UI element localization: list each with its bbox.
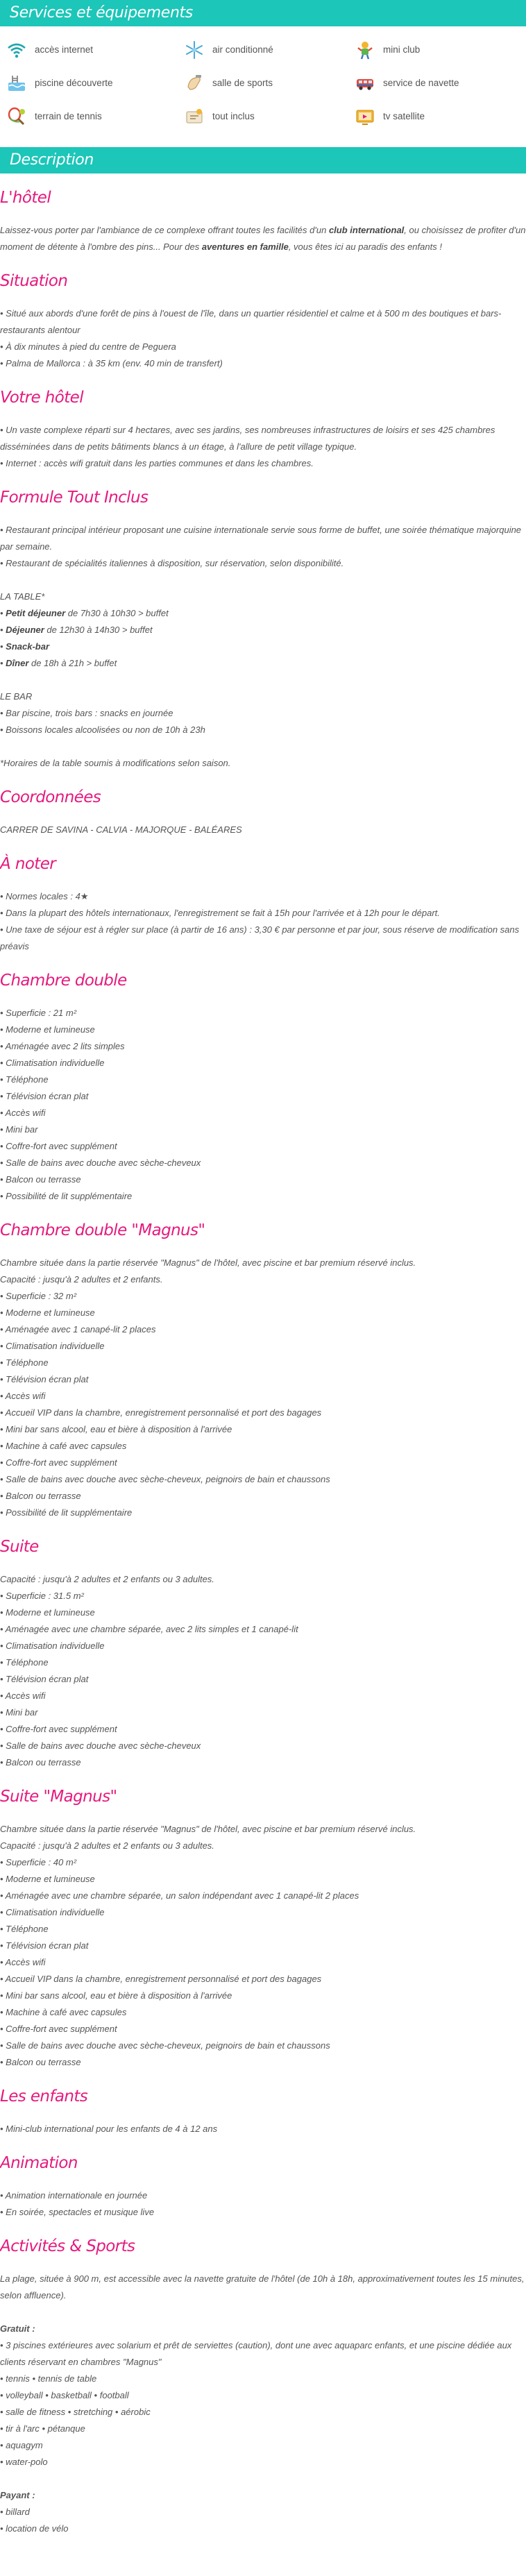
list-item: • Téléphone xyxy=(0,1074,49,1085)
list-item: • Mini bar sans alcool, eau et bière à disposition à l'arrivée xyxy=(0,1424,232,1434)
amenity-item xyxy=(6,69,183,97)
list-item: • Moderne et lumineuse xyxy=(0,1307,95,1318)
list-item: • Normes locales : 4★ xyxy=(0,891,89,901)
list-item: • Téléphone xyxy=(0,1657,49,1668)
list-item: • Mini bar sans alcool, eau et bière à disposition à l'arrivée xyxy=(0,1990,232,2001)
formule-heading: Formule Tout Inclus xyxy=(0,489,149,507)
list-item: • Accès wifi xyxy=(0,1957,46,1967)
list-item: • billard xyxy=(0,2507,30,2517)
list-item: • Aménagée avec 2 lits simples xyxy=(0,1041,125,1051)
list-item: • Aménagée avec une chambre séparée, un salon indépendant avec 1 canapé-lit 2 places xyxy=(0,1890,359,1901)
amenity-item xyxy=(6,36,183,64)
list-item: • Salle de bains avec douche avec sèche-cheveux, peignoirs de bain et chaussons xyxy=(0,2040,330,2051)
list-item: • Bar piscine, trois bars : snacks en journée xyxy=(0,708,173,718)
list-item: • Superficie : 40 m² xyxy=(0,1857,77,1867)
list-item: • Moderne et lumineuse xyxy=(0,1024,95,1035)
enfants-list xyxy=(0,2121,526,2137)
noter-heading: À noter xyxy=(0,855,56,873)
list-item: Capacité : jusqu'à 2 adultes et 2 enfants ou 3 adultes. xyxy=(0,1574,214,1584)
list-item: • Superficie : 21 m² xyxy=(0,1008,77,1018)
activites-heading: Activités & Sports xyxy=(0,2237,135,2255)
hotel-highlight: club international xyxy=(328,225,405,235)
list-item: • Boissons locales alcoolisées ou non de 10h à 23h xyxy=(0,724,205,735)
list-item: • Télévision écran plat xyxy=(0,1374,89,1384)
list-item: • tennis • tennis de table xyxy=(0,2373,97,2384)
list-item: • Mini-club international pour les enfants de 4 à 12 ans xyxy=(0,2124,218,2134)
list-item: • Balcon ou terrasse xyxy=(0,1757,81,1768)
coordonnees-heading: Coordonnées xyxy=(0,788,101,806)
list-item: • Coffre-fort avec supplément xyxy=(0,1141,117,1151)
suite-magnus-list xyxy=(0,1821,526,2071)
list-item: • Une taxe de séjour est à régler sur place (à partir de 16 ans) : 3,30 € par personne et par jour, sous réserve de modification sans préavis xyxy=(0,924,520,951)
list-item: • Superficie : 31.5 m² xyxy=(0,1591,84,1601)
list-item: • Mini bar xyxy=(0,1707,38,1718)
situation-heading: Situation xyxy=(0,272,68,290)
list-item: • Coffre-fort avec supplément xyxy=(0,1457,117,1468)
list-item: • Superficie : 32 m² xyxy=(0,1291,77,1301)
list-item: • salle de fitness • stretching • aérobic xyxy=(0,2407,151,2417)
description-section-title: Description xyxy=(0,147,526,173)
amenities-grid xyxy=(0,26,526,130)
amenity-label: service de navette xyxy=(383,78,459,88)
shuttle-icon xyxy=(354,72,376,94)
amenities-section-title: Services et équipements xyxy=(0,0,526,26)
animation-list xyxy=(0,2187,526,2221)
list-item: • Balcon ou terrasse xyxy=(0,2057,81,2067)
list-item: • Balcon ou terrasse xyxy=(0,1174,81,1185)
list-item: • Coffre-fort avec supplément xyxy=(0,1724,117,1734)
hotel-block xyxy=(0,187,526,255)
activites-block xyxy=(0,2236,526,2537)
list-item: Chambre située dans la partie réservée "Magnus" de l'hôtel, avec piscine et bar premium réservé inclus. xyxy=(0,1824,416,1834)
chambre-double-list xyxy=(0,1005,526,1205)
amenity-label: terrain de tennis xyxy=(35,111,102,121)
list-item: • Salle de bains avec douche avec sèche-cheveux xyxy=(0,1740,201,1751)
amenity-item xyxy=(354,36,525,64)
all-inclusive-icon xyxy=(183,105,205,128)
payant-title: Payant : xyxy=(0,2490,35,2500)
amenity-item xyxy=(183,103,354,130)
list-item: • Télévision écran plat xyxy=(0,1940,89,1951)
bar-title: LE BAR xyxy=(0,691,33,702)
suite-heading: Suite xyxy=(0,1538,39,1556)
animation-block xyxy=(0,2153,526,2221)
list-item: Capacité : jusqu'à 2 adultes et 2 enfants ou 3 adultes. xyxy=(0,1840,214,1851)
gratuit-title: Gratuit : xyxy=(0,2323,35,2334)
hotel-paragraph xyxy=(0,222,526,255)
list-item: • Accès wifi xyxy=(0,1391,46,1401)
list-item: Capacité : jusqu'à 2 adultes et 2 enfants. xyxy=(0,1274,163,1285)
amenity-item xyxy=(183,36,354,64)
amenity-label: accès internet xyxy=(35,44,94,55)
table-list xyxy=(0,605,526,672)
amenity-label: piscine découverte xyxy=(35,78,113,88)
list-item: • À dix minutes à pied du centre de Peguera xyxy=(0,341,176,352)
gratuit-list xyxy=(0,2337,526,2471)
list-item: • Climatisation individuelle xyxy=(0,1907,105,1917)
amenity-item xyxy=(354,103,525,130)
mini-club-icon xyxy=(354,39,376,61)
amenity-label: tv satellite xyxy=(383,111,425,121)
chambre-magnus-block xyxy=(0,1220,526,1521)
amenity-label: salle de sports xyxy=(212,78,273,88)
list-item: • Salle de bains avec douche avec sèche-cheveux, peignoirs de bain et chaussons xyxy=(0,1474,330,1484)
pool-icon xyxy=(6,72,28,94)
suite-list xyxy=(0,1571,526,1771)
amenity-label: air conditionné xyxy=(212,44,273,55)
list-item: • Dans la plupart des hôtels internationaux, l'enregistrement se fait à 15h pour l'arrivée et à 12h pour le départ. xyxy=(0,908,440,918)
list-item: • Aménagée avec 1 canapé-lit 2 places xyxy=(0,1324,156,1334)
hotel-text: Laissez-vous porter par l'ambiance de ce complexe offrant toutes les facilités d'un xyxy=(0,225,329,235)
list-item: • Coffre-fort avec supplément xyxy=(0,2024,117,2034)
table-item: • Petit déjeuner de 7h30 à 10h30 > buffet xyxy=(0,608,169,618)
activites-intro: La plage, située à 900 m, est accessible avec la navette gratuite de l'hôtel (de 10h à 18h, approximativement toutes les 15 minutes, selon affluence). xyxy=(0,2273,525,2300)
list-item: • Possibilité de lit supplémentaire xyxy=(0,1191,133,1201)
list-item: • tir à l'arc • pétanque xyxy=(0,2423,85,2434)
votre-hotel-heading: Votre hôtel xyxy=(0,389,84,407)
suite-magnus-heading: Suite "Magnus" xyxy=(0,1788,117,1806)
list-item: • Animation internationale en journée xyxy=(0,2190,148,2201)
votre-hotel-block xyxy=(0,387,526,472)
amenity-label: tout inclus xyxy=(212,111,255,121)
list-item: • Accueil VIP dans la chambre, enregistrement personnalisé et port des bagages xyxy=(0,1407,322,1418)
tv-icon xyxy=(354,105,376,128)
chambre-magnus-heading: Chambre double "Magnus" xyxy=(0,1221,205,1239)
list-item: • Téléphone xyxy=(0,1357,49,1368)
list-item: • Télévision écran plat xyxy=(0,1091,89,1101)
list-item: • Machine à café avec capsules xyxy=(0,1441,127,1451)
chambre-double-heading: Chambre double xyxy=(0,972,127,990)
table-note: *Horaires de la table soumis à modifications selon saison. xyxy=(0,758,231,768)
description-content xyxy=(0,173,526,2537)
list-item: Chambre située dans la partie réservée "Magnus" de l'hôtel, avec piscine et bar premium réservé inclus. xyxy=(0,1257,416,1268)
chambre-magnus-list xyxy=(0,1255,526,1521)
hotel-highlight: aventures en famille xyxy=(201,242,289,252)
hotel-text: , vous êtes ici au paradis des enfants ! xyxy=(288,242,442,252)
animation-heading: Animation xyxy=(0,2154,78,2172)
list-item: • location de vélo xyxy=(0,2523,69,2534)
list-item: • Mini bar xyxy=(0,1124,38,1135)
list-item: • Climatisation individuelle xyxy=(0,1058,105,1068)
bar-list xyxy=(0,705,526,738)
list-item: • Un vaste complexe réparti sur 4 hectares, avec ses jardins, ses nombreuses infrastructures de loisirs et ses 425 chambres disséminées dans de petits bâtiments blancs à un étage, à l'allure de petit village typique. xyxy=(0,425,495,452)
list-item: • Climatisation individuelle xyxy=(0,1341,105,1351)
noter-block xyxy=(0,854,526,955)
list-item: • Moderne et lumineuse xyxy=(0,1607,95,1618)
chambre-double-block xyxy=(0,970,526,1205)
list-item: • Machine à café avec capsules xyxy=(0,2007,127,2017)
suite-block xyxy=(0,1536,526,1771)
list-item: • Balcon ou terrasse xyxy=(0,1491,81,1501)
payant-list xyxy=(0,2504,526,2537)
list-item: • water-polo xyxy=(0,2457,48,2467)
formule-block xyxy=(0,487,526,772)
list-item: • Possibilité de lit supplémentaire xyxy=(0,1507,133,1518)
list-item: • Restaurant de spécialités italiennes à disposition, sur réservation, selon disponibilité. xyxy=(0,558,344,568)
wifi-icon xyxy=(6,39,28,61)
table-item: • Dîner de 18h à 21h > buffet xyxy=(0,658,117,668)
list-item: • Accueil VIP dans la chambre, enregistrement personnalisé et port des bagages xyxy=(0,1974,322,1984)
address: CARRER DE SAVINA - CALVIA - MAJORQUE - BALÉARES xyxy=(0,824,242,835)
amenity-item xyxy=(354,69,525,97)
table-item: • Déjeuner de 12h30 à 14h30 > buffet xyxy=(0,625,153,635)
tennis-icon xyxy=(6,105,28,128)
gym-icon xyxy=(183,72,205,94)
list-item: • 3 piscines extérieures avec solarium et prêt de serviettes (caution), dont une avec aquaparc enfants, et une piscine dédiée aux clients réservant en chambres "Magnus" xyxy=(0,2340,512,2367)
list-item: • En soirée, spectacles et musique live xyxy=(0,2207,155,2217)
list-item: • Internet : accès wifi gratuit dans les parties communes et dans les chambres. xyxy=(0,458,314,468)
list-item: • Climatisation individuelle xyxy=(0,1641,105,1651)
list-item: • Accès wifi xyxy=(0,1108,46,1118)
list-item: • Accès wifi xyxy=(0,1690,46,1701)
table-item: • Snack-bar xyxy=(0,641,50,652)
amenity-label: mini club xyxy=(383,44,421,55)
list-item: • Situé aux abords d'une forêt de pins à l'ouest de l'île, dans un quartier résidentiel et calme et à 500 m des boutiques et bars-restaurants alentour xyxy=(0,308,502,335)
list-item: • Restaurant principal intérieur proposant une cuisine internationale servie sous forme de buffet, une soirée thématique majorquine par semaine. xyxy=(0,525,522,552)
enfants-block xyxy=(0,2086,526,2137)
list-item: • Aménagée avec une chambre séparée, avec 2 lits simples et 1 canapé-lit xyxy=(0,1624,298,1634)
table-title: LA TABLE* xyxy=(0,591,45,602)
enfants-heading: Les enfants xyxy=(0,2087,88,2105)
snowflake-icon xyxy=(183,39,205,61)
hotel-heading: L'hôtel xyxy=(0,189,51,207)
amenity-item xyxy=(6,103,183,130)
suite-magnus-block xyxy=(0,1786,526,2071)
noter-list xyxy=(0,888,526,955)
situation-block xyxy=(0,271,526,372)
situation-list xyxy=(0,305,526,372)
amenity-item xyxy=(183,69,354,97)
list-item: • Moderne et lumineuse xyxy=(0,1874,95,1884)
votre-hotel-list xyxy=(0,422,526,472)
hotel-text: , ou choisissez de profiter d'un moment de détente à l'ombre des pins... Pour des xyxy=(0,225,526,252)
list-item: • volleyball • basketball • football xyxy=(0,2390,129,2400)
list-item: • aquagym xyxy=(0,2440,43,2450)
list-item: • Télévision écran plat xyxy=(0,1674,89,1684)
list-item: • Palma de Mallorca : à 35 km (env. 40 min de transfert) xyxy=(0,358,223,368)
coordonnees-block xyxy=(0,787,526,838)
formule-list xyxy=(0,522,526,572)
list-item: • Salle de bains avec douche avec sèche-cheveux xyxy=(0,1158,201,1168)
list-item: • Téléphone xyxy=(0,1924,49,1934)
